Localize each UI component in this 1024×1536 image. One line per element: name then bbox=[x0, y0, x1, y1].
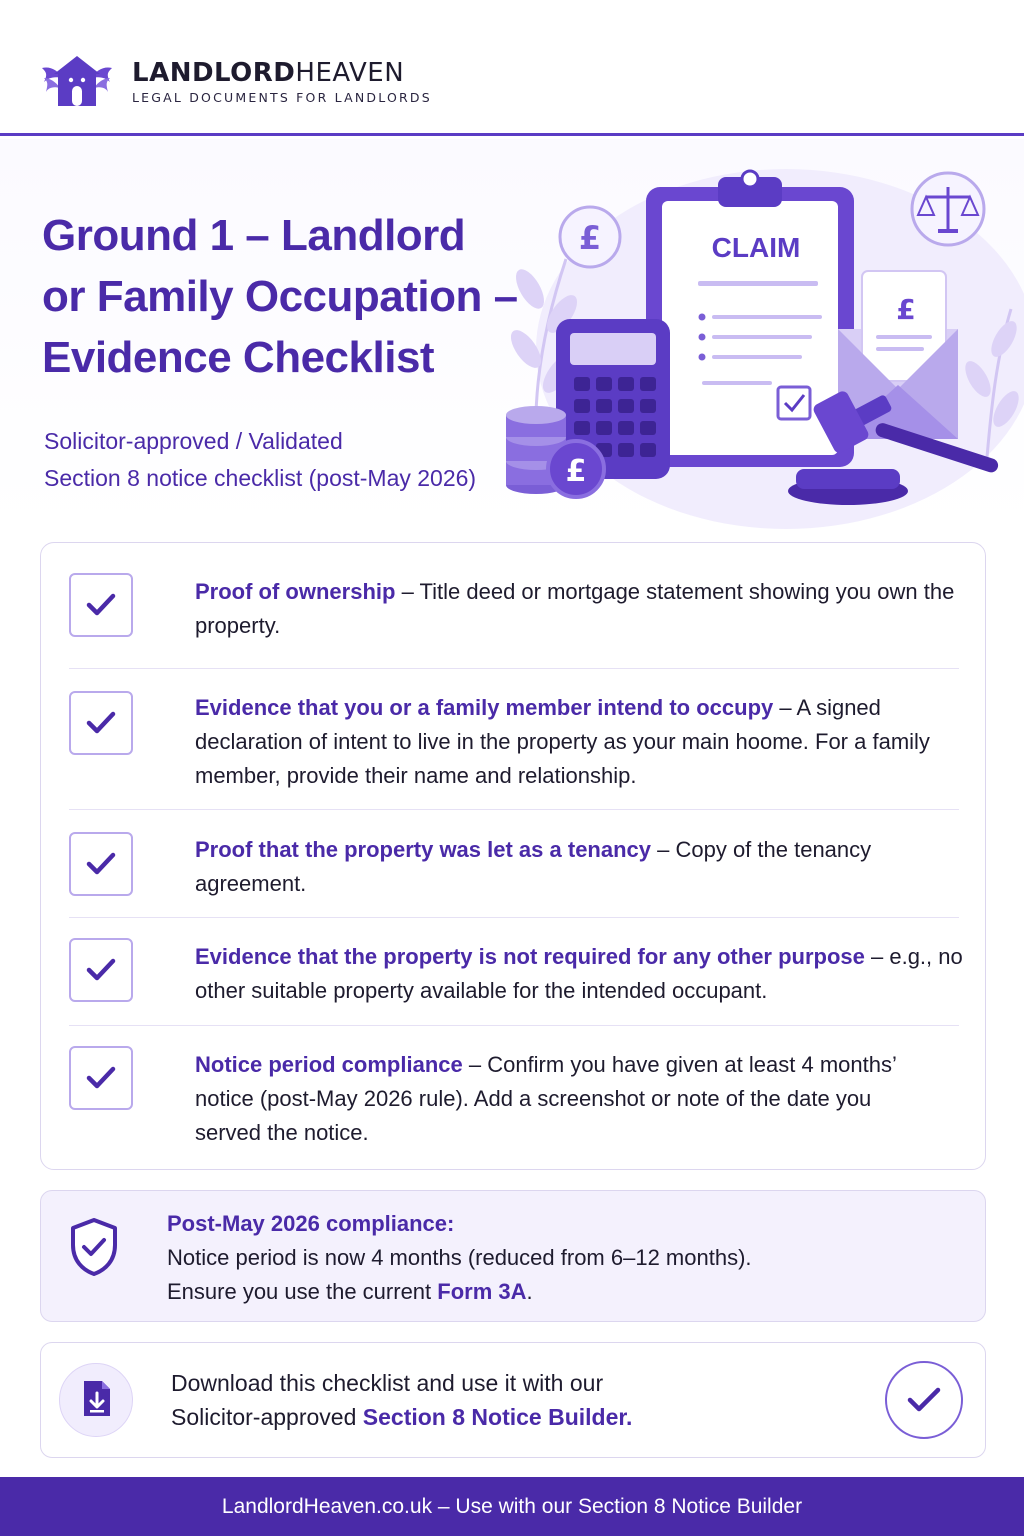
download-line-2 bbox=[171, 1400, 811, 1434]
checklist-item bbox=[69, 543, 959, 669]
pound-symbol-3: £ bbox=[565, 454, 587, 489]
checklist-item bbox=[69, 810, 959, 918]
checklist-item-detail: – A signed declaration of intent to live in the property as your main hoome. For a family member, provide their name and relationship. bbox=[195, 695, 930, 788]
checklist-item-text bbox=[195, 940, 975, 1008]
scales-icon bbox=[912, 173, 984, 245]
checkmark-icon bbox=[86, 592, 116, 618]
page-title bbox=[42, 205, 542, 388]
form-3a-highlight: Form 3A bbox=[437, 1279, 527, 1304]
compliance-text bbox=[167, 1207, 957, 1309]
checklist-item bbox=[69, 669, 959, 810]
pound-symbol-1: £ bbox=[578, 219, 602, 257]
footer-text[interactable]: LandlordHeaven.co.uk – Use with our Section 8 Notice Builder bbox=[221, 1494, 803, 1518]
compliance-title: Post-May 2026 compliance: bbox=[167, 1211, 455, 1236]
hero-section bbox=[0, 139, 1024, 531]
compliance-line-2-text: Ensure you use the current bbox=[167, 1279, 438, 1304]
evidence-checklist bbox=[40, 542, 986, 1170]
brand-tagline: LEGAL DOCUMENTS FOR LANDLORDS bbox=[132, 90, 432, 105]
title-line-3: Evidence Checklist bbox=[42, 333, 435, 382]
checklist-item-lead: Evidence that you or a family member intend to occupy bbox=[195, 695, 774, 720]
checklist-item-text bbox=[195, 833, 965, 901]
compliance-line-1: Notice period is now 4 months (reduced from 6–12 months). bbox=[167, 1245, 752, 1270]
checklist-item-detail: – Title deed or mortgage statement showing you own the property. bbox=[195, 579, 955, 638]
checklist-item-detail: – e.g., no other suitable property available for the intended occupant. bbox=[195, 944, 963, 1003]
title-line-2: or Family Occupation – bbox=[42, 272, 518, 321]
checklist-item-lead: Evidence that the property is not required for any other purpose bbox=[195, 944, 865, 969]
brand bbox=[132, 58, 432, 105]
checkbox-checked[interactable] bbox=[69, 691, 133, 755]
checklist-item-text bbox=[195, 691, 965, 793]
house-wings-logo-icon bbox=[40, 52, 114, 110]
notice-builder-link[interactable]: Section 8 Notice Builder. bbox=[362, 1404, 633, 1430]
brand-name bbox=[132, 58, 432, 88]
download-line-2-text: Solicitor-approved bbox=[171, 1404, 363, 1430]
download-text bbox=[171, 1366, 811, 1434]
checklist-item-lead: Notice period compliance bbox=[195, 1052, 463, 1077]
checklist-item-text bbox=[195, 1048, 935, 1150]
checkmark-icon bbox=[86, 710, 116, 736]
checkbox-checked[interactable] bbox=[69, 938, 133, 1002]
download-line-1: Download this checklist and use it with our bbox=[171, 1370, 604, 1396]
compliance-line-2 bbox=[167, 1275, 957, 1309]
subtitle-line-1: Solicitor-approved / Validated bbox=[44, 428, 343, 454]
download-file-icon[interactable] bbox=[59, 1363, 133, 1437]
checkbox-checked[interactable] bbox=[69, 832, 133, 896]
compliance-line-2-end: . bbox=[526, 1279, 533, 1304]
checklist-item-lead: Proof that the property was let as a tenancy bbox=[195, 837, 652, 862]
subtitle-line-2: Section 8 notice checklist (post-May 2026) bbox=[44, 465, 477, 491]
pound-badge-icon bbox=[560, 207, 620, 267]
checklist-item-text bbox=[195, 575, 965, 643]
page-subtitle bbox=[44, 423, 514, 497]
title-line-1: Ground 1 – Landlord bbox=[42, 211, 466, 260]
header bbox=[0, 0, 1024, 136]
brand-name-light: HEAVEN bbox=[295, 58, 405, 88]
checkbox-checked[interactable] bbox=[69, 573, 133, 637]
checkbox-checked[interactable] bbox=[69, 1046, 133, 1110]
checklist-item-lead: Proof of ownership bbox=[195, 579, 396, 604]
checklist-item-detail: – Confirm you have given at least 4 months’ notice (post-May 2026 rule). Add a screenshot or note of the date you served the notice. bbox=[195, 1052, 897, 1145]
checklist-item bbox=[69, 918, 963, 1026]
brand-name-bold: LANDLORD bbox=[132, 58, 296, 88]
checkmark-icon bbox=[86, 1065, 116, 1091]
checkmark-icon bbox=[86, 851, 116, 877]
footer-bar bbox=[0, 1477, 1024, 1536]
checkmark-icon bbox=[86, 957, 116, 983]
download-callout[interactable] bbox=[40, 1342, 986, 1458]
hero-illustration bbox=[496, 139, 1024, 531]
check-circle-icon bbox=[885, 1361, 963, 1439]
checklist-item-detail: – Copy of the tenancy agreement. bbox=[195, 837, 872, 896]
pound-symbol-2: £ bbox=[896, 293, 916, 326]
compliance-notice bbox=[40, 1190, 986, 1322]
checklist-item bbox=[69, 1026, 959, 1166]
clipboard-label: CLAIM bbox=[711, 232, 801, 263]
shield-check-icon bbox=[69, 1217, 119, 1277]
